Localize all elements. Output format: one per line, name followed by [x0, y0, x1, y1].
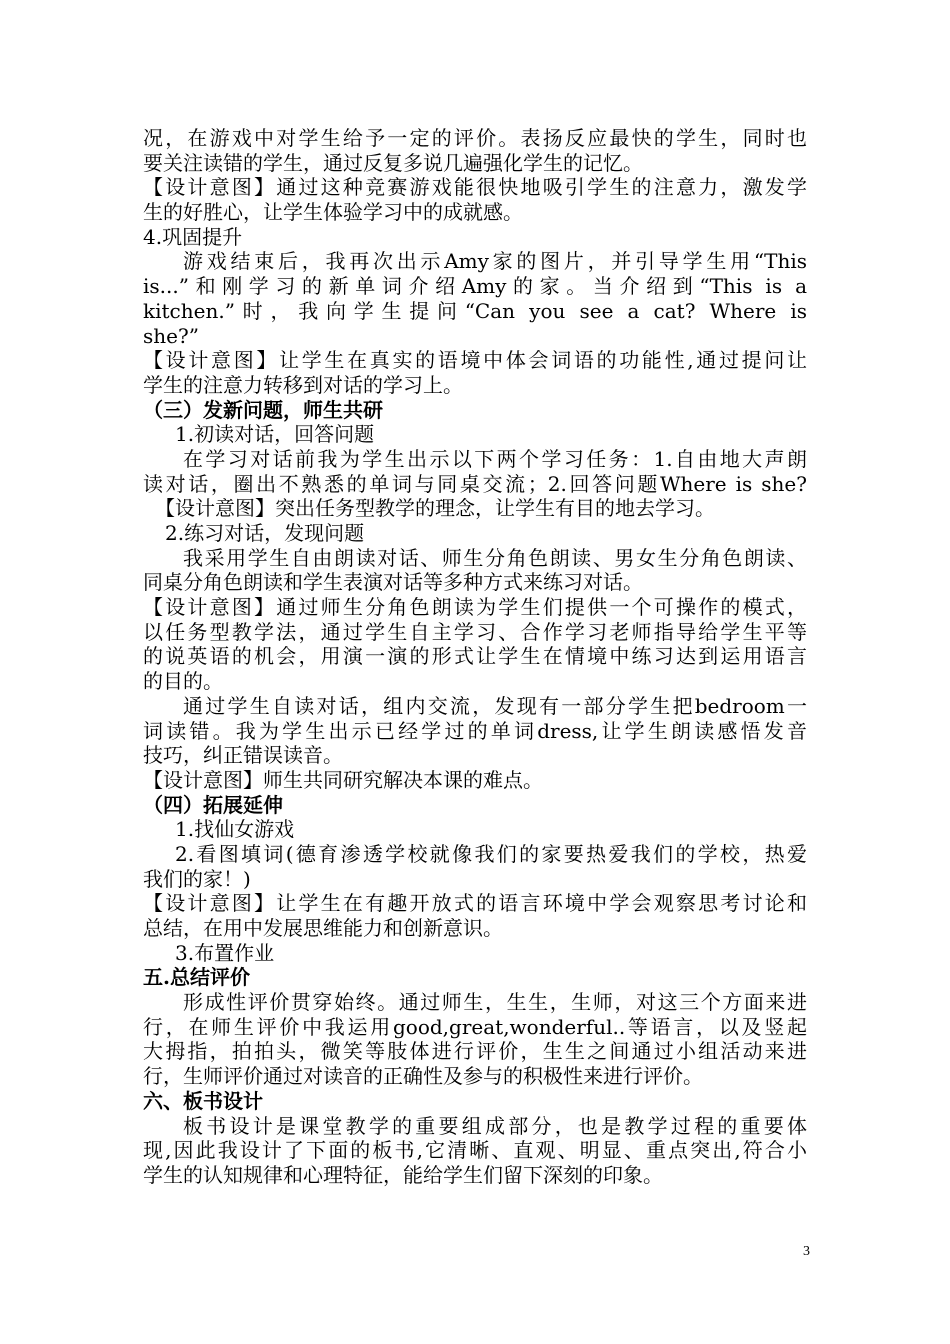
design-intent-line: 【设计意图】通过师生分角色朗读为学生们提供一个可操作的模式，	[143, 595, 807, 620]
paragraph-line: 读对话，圈出不熟悉的单词与同桌交流；2.回答问题Where is she?	[143, 471, 807, 496]
paragraph-line: 况，在游戏中对学生给予一定的评价。表扬反应最快的学生，同时也	[143, 126, 807, 150]
design-intent-line: 的说英语的机会，用演一演的形式让学生在情境中练习达到运用语言	[143, 644, 807, 669]
paragraph-line: 通过学生自读对话，组内交流，发现有一部分学生把bedroom一	[183, 693, 807, 718]
paragraph-line: kitchen.”时，我向学生提问“Can you see a cat? Where is	[143, 298, 807, 323]
design-intent-line: 【设计意图】通过这种竞赛游戏能很快地吸引学生的注意力，激发学	[143, 175, 807, 200]
step-heading: 4.巩固提升	[143, 224, 243, 249]
body-text	[143, 126, 807, 1188]
section-heading: （四）拓展延伸	[143, 792, 283, 817]
paragraph-line: 学生的认知规律和心理特征，能给学生们留下深刻的印象。	[143, 1162, 663, 1187]
section-heading: 六、板书设计	[143, 1088, 263, 1113]
paragraph-line: she?”	[143, 323, 199, 348]
design-intent-line: 【设计意图】让学生在真实的语境中体会词语的功能性,通过提问让	[143, 348, 807, 373]
paragraph-line: 现,因此我设计了下面的板书,它清晰、直观、明显、重点突出,符合小	[143, 1138, 807, 1163]
paragraph-line: 形成性评价贯穿始终。通过师生，生生，生师，对这三个方面来进	[183, 990, 807, 1015]
design-intent-line: 的目的。	[143, 669, 223, 694]
design-intent-line: 【设计意图】突出任务型教学的理念，让学生有目的地去学习。	[155, 496, 715, 521]
section-heading: 五.总结评价	[143, 965, 250, 990]
paragraph-line: 行，在师生评价中我运用good,great,wonderful..等语言，以及竖起	[143, 1014, 807, 1039]
paragraph-line: 大拇指，拍拍头，微笑等肢体进行评价，生生之间通过小组活动来进	[143, 1039, 807, 1064]
paragraph-line: 我们的家！)	[143, 866, 251, 891]
design-intent-line: 以任务型教学法，通过学生自主学习、合作学习老师指导给学生平等	[143, 619, 807, 644]
design-intent-line: 【设计意图】让学生在有趣开放式的语言环境中学会观察思考讨论和	[143, 891, 807, 916]
design-intent-line: 学生的注意力转移到对话的学习上。	[143, 372, 463, 397]
step-heading: 1.初读对话，回答问题	[175, 422, 375, 447]
paragraph-line: 词读错。我为学生出示已经学过的单词dress,让学生朗读感悟发音	[143, 718, 807, 743]
paragraph-line: is...”和刚学习的新单词介绍Amy的家。当介绍到“This is a	[143, 274, 807, 299]
design-intent-line: 生的好胜心，让学生体验学习中的成就感。	[143, 200, 523, 225]
section-heading: （三）发新问题，师生共研	[143, 397, 383, 422]
paragraph-line: 板书设计是课堂教学的重要组成部分，也是教学过程的重要体	[183, 1113, 807, 1138]
design-intent-line: 【设计意图】师生共同研究解决本课的难点。	[143, 767, 543, 792]
page-number: 3	[803, 1244, 810, 1259]
paragraph-line: 游戏结束后，我再次出示Amy家的图片，并引导学生用“This	[183, 249, 807, 274]
paragraph-line: 在学习对话前我为学生出示以下两个学习任务：1.自由地大声朗	[183, 446, 807, 471]
paragraph-line: 我采用学生自由朗读对话、师生分角色朗读、男女生分角色朗读、	[183, 545, 807, 570]
paragraph-line: 同桌分角色朗读和学生表演对话等多种方式来练习对话。	[143, 570, 643, 595]
paragraph-line: 要关注读错的学生，通过反复多说几遍强化学生的记忆。	[143, 150, 643, 175]
paragraph-line: 行，生师评价通过对读音的正确性及参与的积极性来进行评价。	[143, 1064, 703, 1089]
step-heading: 3.布置作业	[175, 940, 275, 965]
paragraph-line: 2.看图填词(德育渗透学校就像我们的家要热爱我们的学校，热爱	[175, 841, 807, 866]
step-heading: 2.练习对话，发现问题	[165, 521, 365, 545]
design-intent-line: 总结，在用中发展思维能力和创新意识。	[143, 916, 503, 940]
paragraph-line: 技巧，纠正错误读音。	[143, 743, 343, 768]
step-heading: 1.找仙女游戏	[175, 817, 295, 842]
